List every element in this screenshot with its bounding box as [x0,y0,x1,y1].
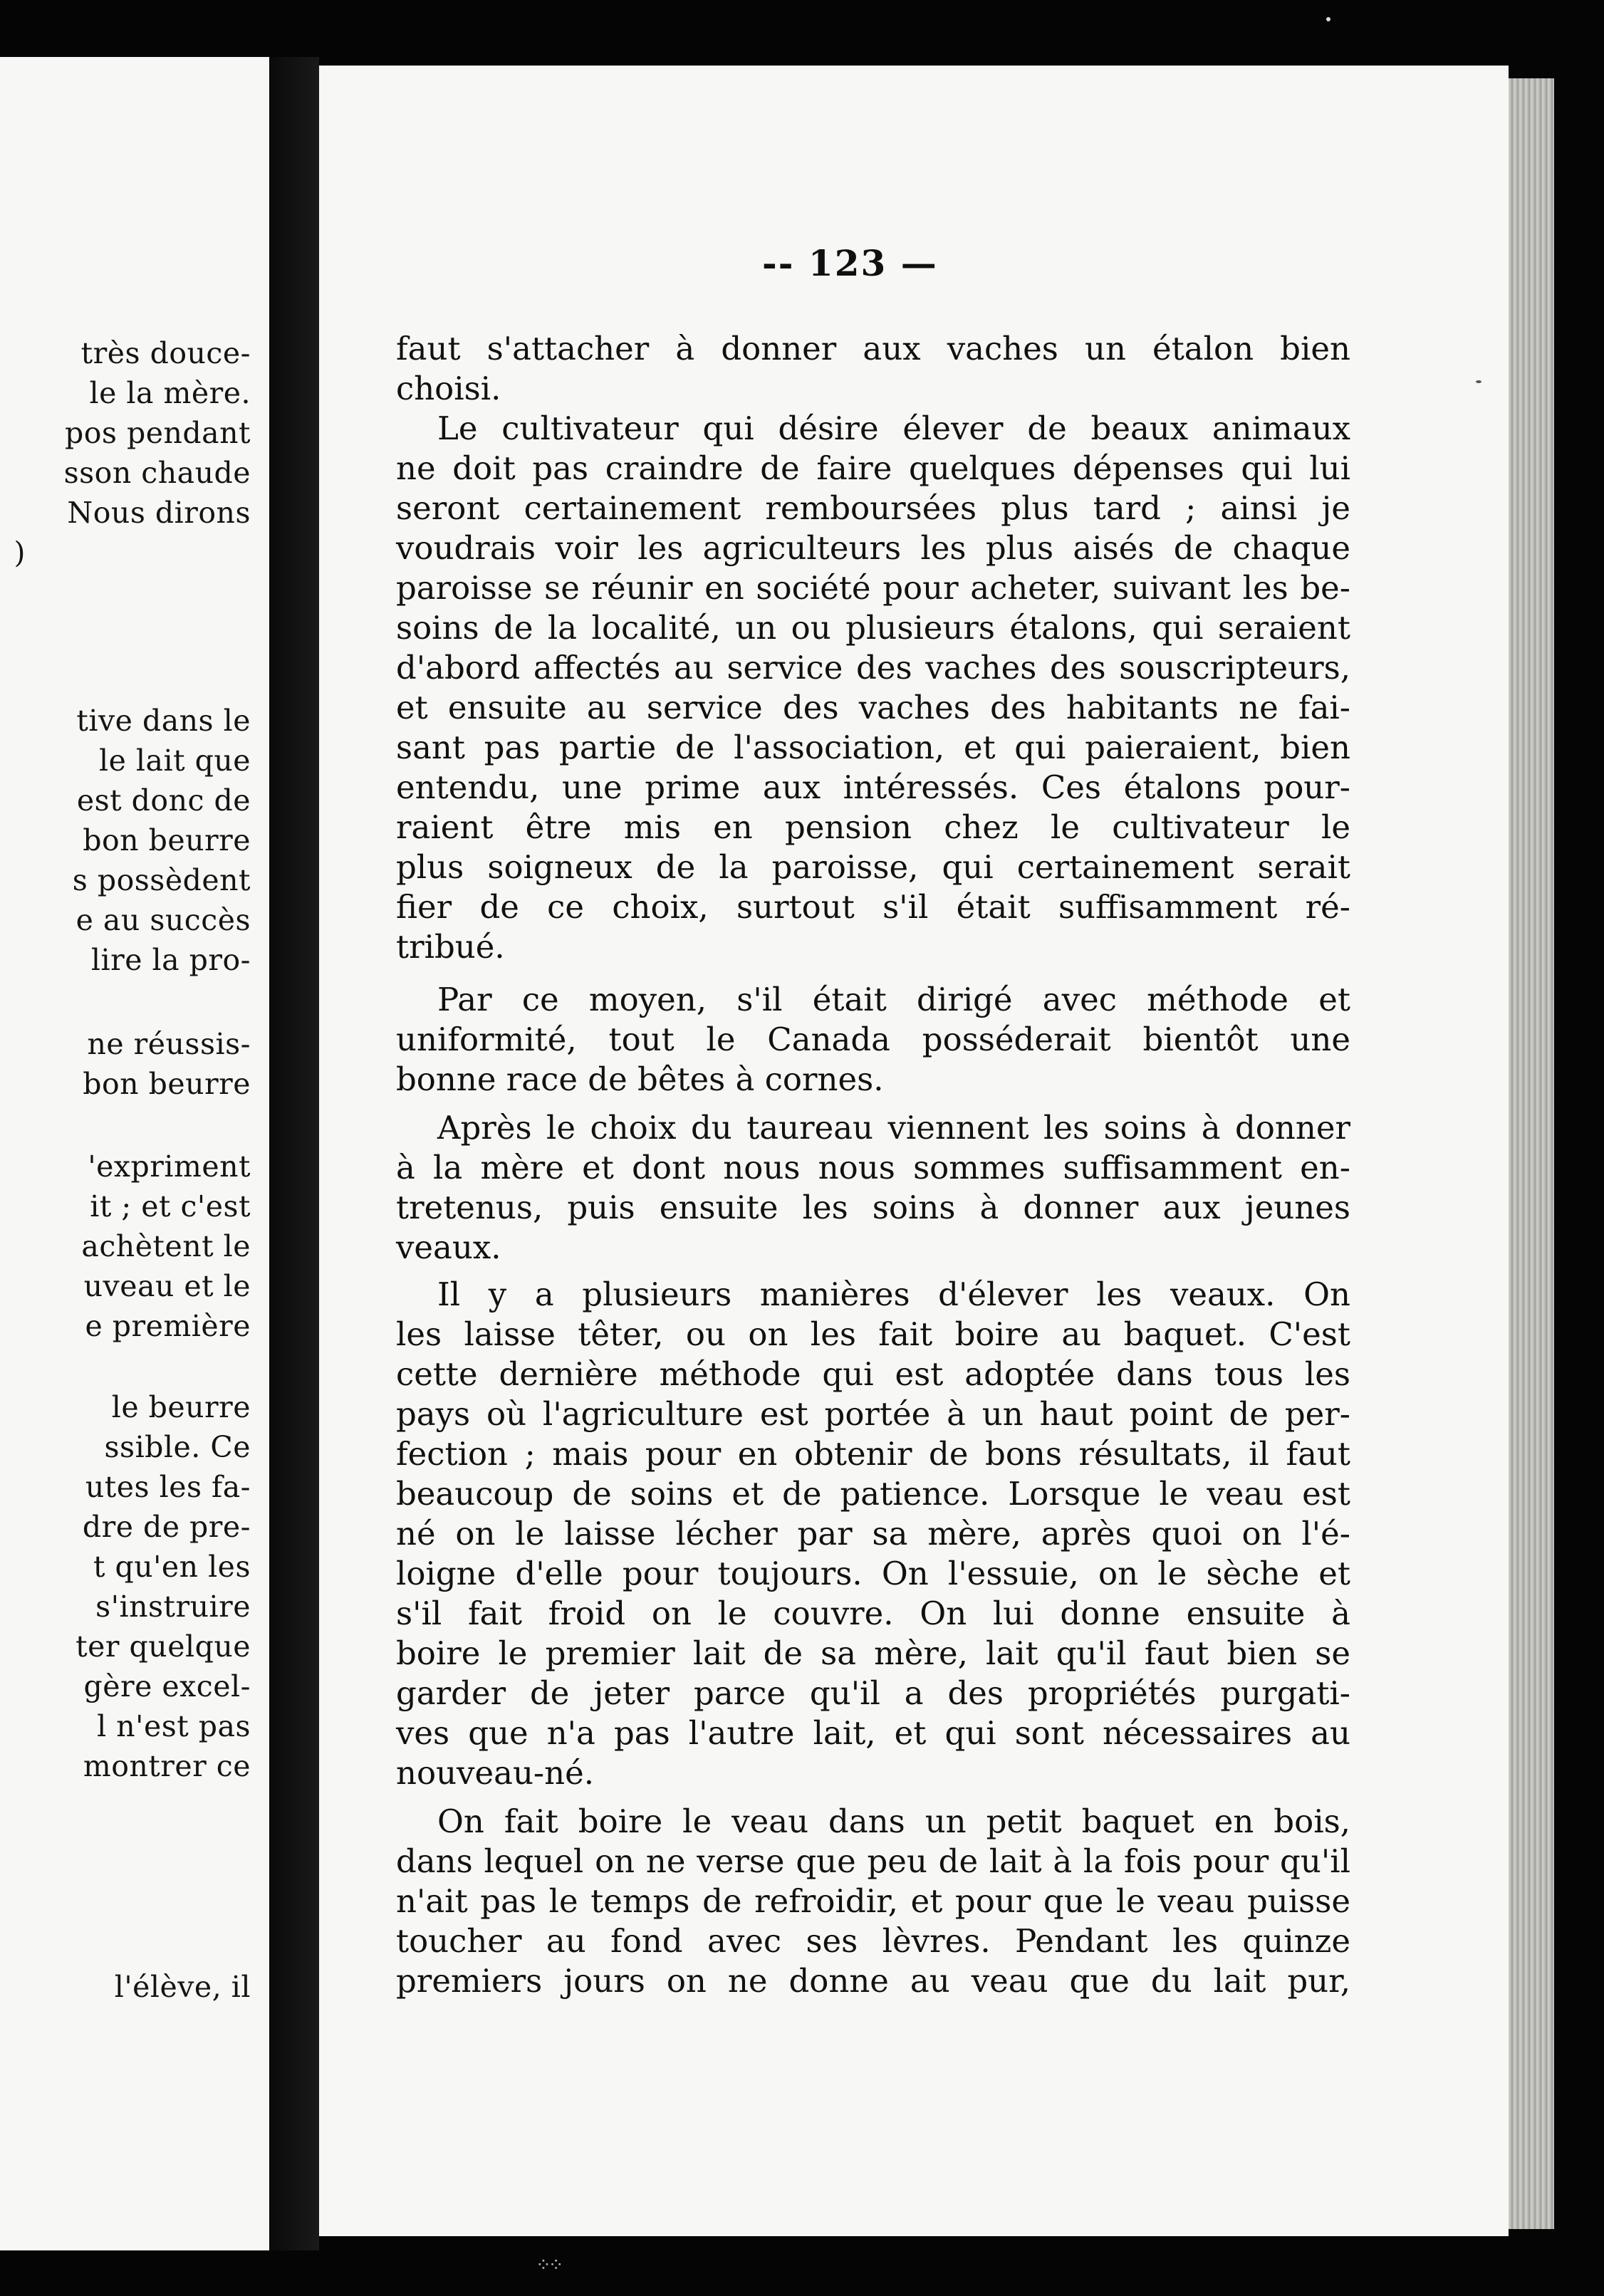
left-page-line: le lait que [98,743,251,778]
left-page [0,57,269,2250]
left-page-line: l'élève, il [114,1970,251,2004]
left-page-line: gère excel- [83,1669,251,1703]
left-page-line: dre de pre- [82,1510,251,1544]
left-page-line: ne réussis- [87,1027,251,1061]
left-page-line: achètent le [81,1229,251,1263]
body-line: ne doit pas craindre de faire quelques dépenses qui lui [396,449,1350,487]
dust-speck [1326,17,1330,21]
body-line: fection ; mais pour en obtenir de bons résultats, il faut [396,1435,1350,1473]
ornament-mark: ⁘⁘ [536,2255,561,2276]
body-line: cette dernière méthode qui est adoptée dans tous les [396,1355,1350,1393]
page-edge [1509,78,1554,2229]
left-page-line: sson chaude [63,456,251,490]
body-line: loigne d'elle pour toujours. On l'essuie, on le sèche et [396,1555,1350,1592]
body-line: boire le premier lait de sa mère, lait qu'il faut bien se [396,1634,1350,1672]
body-line: ves que n'a pas l'autre lait, et qui sont nécessaires au [396,1714,1350,1752]
body-line: beaucoup de soins et de patience. Lorsque le veau est [396,1475,1350,1513]
page-number: -- 123 — [762,242,938,284]
body-line: Par ce moyen, s'il était dirigé avec méthode et [437,981,1350,1018]
body-line: seront certainement remboursées plus tard ; ainsi je [396,489,1350,527]
left-page-line: très douce- [80,336,251,370]
body-line: voudrais voir les agriculteurs les plus aisés de chaque [396,529,1350,567]
body-line: choisi. [396,370,501,407]
left-page-line: uveau et le [83,1269,251,1303]
left-page-line: lire la pro- [90,943,251,977]
body-line: uniformité, tout le Canada posséderait bientôt une [396,1021,1350,1058]
left-page-line: bon beurre [83,1067,251,1101]
left-page-line: le beurre [111,1390,251,1424]
body-line: né on le laisse lécher par sa mère, après quoi on l'é- [396,1515,1350,1553]
left-page-line: it ; et c'est [90,1189,251,1223]
body-line: plus soigneux de la paroisse, qui certainement serait [396,848,1350,886]
left-page-line: bon beurre [83,823,251,857]
body-line: les laisse têter, ou on les fait boire au baquet. C'est [396,1315,1350,1353]
body-line: Le cultivateur qui désire élever de beaux animaux [437,409,1350,447]
body-line: nouveau-né. [396,1754,595,1792]
body-line: s'il fait froid on le couvre. On lui donne ensuite à [396,1595,1350,1632]
body-line: sant pas partie de l'association, et qui paieraient, bien [396,729,1350,766]
body-line: raient être mis en pension chez le cultivateur le [396,808,1350,846]
dust-speck [1476,380,1481,383]
body-line: tribué. [396,928,505,966]
body-line: bonne race de bêtes à cornes. [396,1060,884,1098]
left-page-line: utes les fa- [85,1470,251,1504]
left-page-line: l n'est pas [97,1709,251,1743]
left-page-line: ) [14,536,26,570]
left-page-line: tive dans le [76,704,251,738]
body-line: n'ait pas le temps de refroidir, et pour que le veau puisse [396,1882,1350,1920]
left-page-line: montrer ce [83,1749,251,1783]
left-page-line: 'expriment [88,1149,251,1184]
body-line: soins de la localité, un ou plusieurs étalons, qui seraient [396,609,1350,647]
body-line: Après le choix du taureau viennent les soins à donner [437,1109,1350,1147]
body-line: On fait boire le veau dans un petit baquet en bois, [437,1802,1350,1840]
body-line: Il y a plusieurs manières d'élever les veaux. On [437,1275,1350,1313]
left-page-line: est donc de [76,783,251,818]
body-line: garder de jeter parce qu'il a des propriétés purgati- [396,1674,1350,1712]
book-gutter [269,57,319,2250]
body-line: faut s'attacher à donner aux vaches un étalon bien [396,330,1350,367]
left-page-line: ssible. Ce [104,1430,251,1464]
left-page-line: e au succès [75,903,251,937]
left-page-line: e première [85,1309,251,1343]
body-line: paroisse se réunir en société pour acheter, suivant les be- [396,569,1350,607]
body-line: pays où l'agriculture est portée à un haut point de per- [396,1395,1350,1433]
left-page-line: s possèdent [72,863,251,897]
body-line: veaux. [396,1228,501,1266]
left-page-line: t qu'en les [93,1550,251,1584]
body-line: entendu, une prime aux intéressés. Ces étalons pour- [396,768,1350,806]
left-page-line: Nous dirons [67,496,251,530]
left-page-line: ter quelque [75,1629,251,1664]
body-line: toucher au fond avec ses lèvres. Pendant les quinze [396,1922,1350,1960]
left-page-line: le la mère. [89,376,251,410]
body-line: tretenus, puis ensuite les soins à donner aux jeunes [396,1189,1350,1226]
left-page-line: pos pendant [65,416,251,450]
body-line: dans lequel on ne verse que peu de lait à la fois pour qu'il [396,1842,1350,1880]
body-line: fier de ce choix, surtout s'il était suffisamment ré- [396,888,1350,926]
body-line: à la mère et dont nous nous sommes suffisamment en- [396,1149,1350,1186]
body-line: et ensuite au service des vaches des habitants ne fai- [396,689,1350,726]
left-page-line: s'instruire [95,1590,251,1624]
body-line: d'abord affectés au service des vaches des souscripteurs, [396,649,1350,687]
body-line: premiers jours on ne donne au veau que du lait pur, [396,1962,1350,2000]
